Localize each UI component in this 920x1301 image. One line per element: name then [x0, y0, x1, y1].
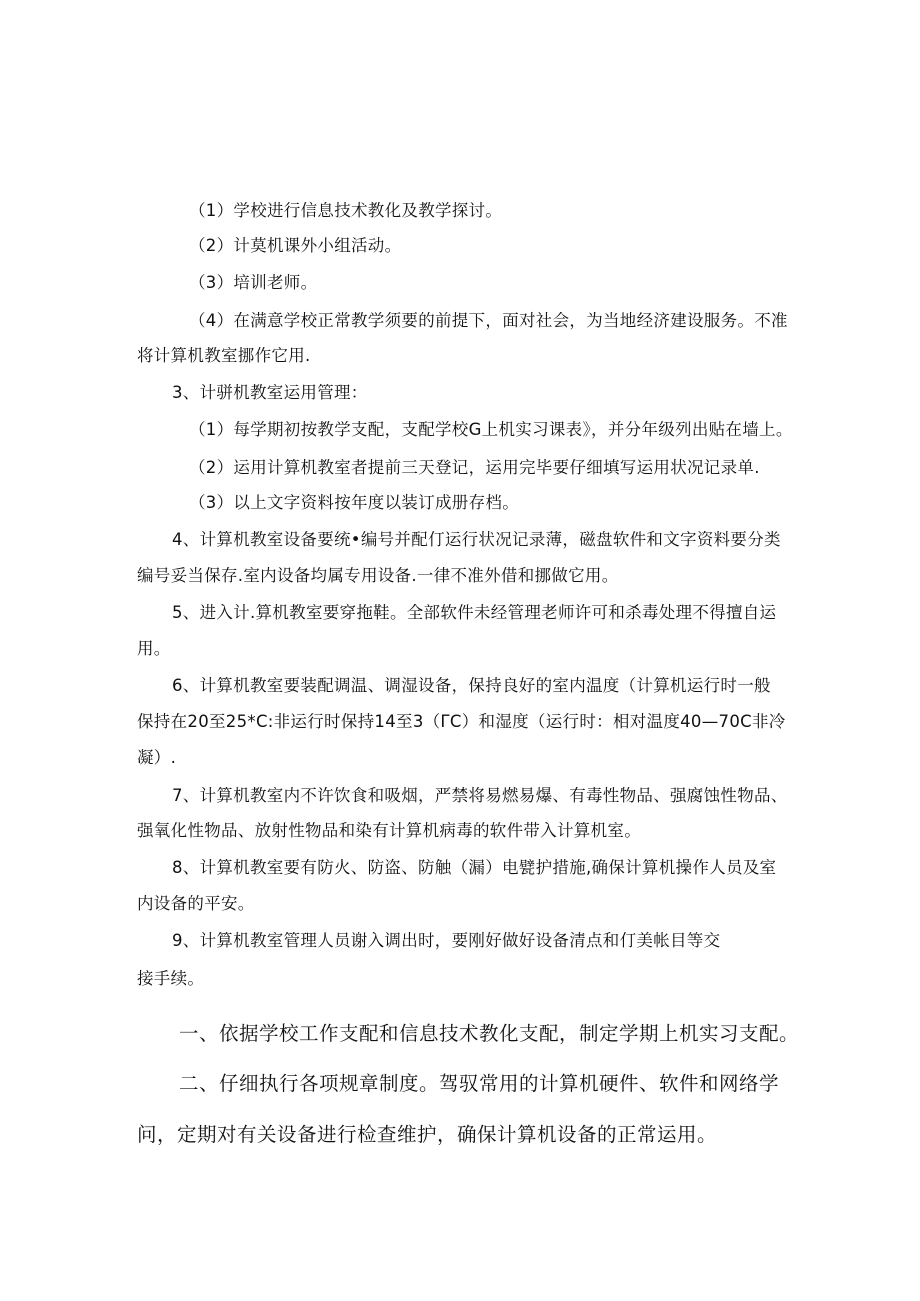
section-8-line-1: 8、计算机教室要有防火、防盗、防触（漏）电甓护措施,确保计算机操作人员及室: [172, 858, 777, 877]
section-7-line-1: 7、计算机教室内不许饮食和吸烟，严禁将易燃易爆、有毒性物品、强腐蚀性物品、: [172, 786, 788, 805]
plan-item-1: 一、依据学校工作支配和信息技术教化支配，制定学期上机实习支配。: [179, 1022, 800, 1045]
item-1-line: （1）学校进行信息技术教化及教学探讨。: [189, 201, 503, 220]
item-2-line: （2）计莫机课外小组活动。: [189, 236, 402, 255]
section-6-line-2: 保持在20至25*C:非运行时保持14至3（ΓC）和湿度（运行时：相对温度40—70C非冷: [137, 712, 786, 731]
item-3-line: （3）培训老师。: [189, 273, 318, 292]
section-4-line-1: 4、计算机教室设备要统•编号并配仃运行状况记录薄，磁盘软件和文字资料要分类: [172, 530, 781, 549]
section-3-heading: 3、计骈机教室运用管理：: [172, 383, 368, 402]
section-5-line-1: 5、进入计.算机教室要穿拖鞋。全部软件未经管理老师许可和杀毒处理不得擅自运: [172, 603, 777, 622]
section-6-line-1: 6、计算机教室要装配调温、调湿设备，保持良好的室内温度（计算机运行时一般: [172, 676, 771, 695]
section-6-line-3: 凝）.: [137, 748, 177, 767]
plan-item-2-line-1: 二、仔细执行各项规章制度。驾驭常用的计算机硬件、软件和网络学: [179, 1072, 780, 1095]
section-9-line-2: 接手续。: [137, 969, 205, 988]
section-3-item-3: （3）以上文字资料按年度以装订成册存档。: [189, 493, 519, 512]
section-5-line-2: 用。: [137, 639, 171, 658]
plan-item-2-line-2: 问，定期对有关设备进行检查维护，确保计算机设备的正常运用。: [137, 1123, 718, 1146]
item-4-line: （4）在满意学校正常教学须要的前提下，面对社会，为当地经济建设服务。不准: [189, 311, 788, 330]
section-7-line-2: 强氧化性物品、放射性物品和染有计算机病毒的软件带入计算机室。: [137, 821, 641, 840]
item-4-continuation: 将计算机教室挪作它用.: [137, 346, 311, 365]
section-9-line-1: 9、计算机教室管理人员谢入调出时，要刚好做好设备清点和仃美帐目等交: [172, 931, 721, 950]
section-8-line-2: 内设备的平安。: [137, 894, 255, 913]
section-3-item-2: （2）运用计算机教室者提前三天登记，运用完毕要仔细填写运用状况记录单.: [189, 458, 760, 477]
section-4-line-2: 编号妥当保存.室内设备均属专用设备.一律不准外借和挪做它用。: [137, 566, 619, 585]
section-3-item-1: （1）每学期初按教学支配，支配学校G上机实习课表》，并分年级列出贴在墙上。: [189, 420, 793, 439]
